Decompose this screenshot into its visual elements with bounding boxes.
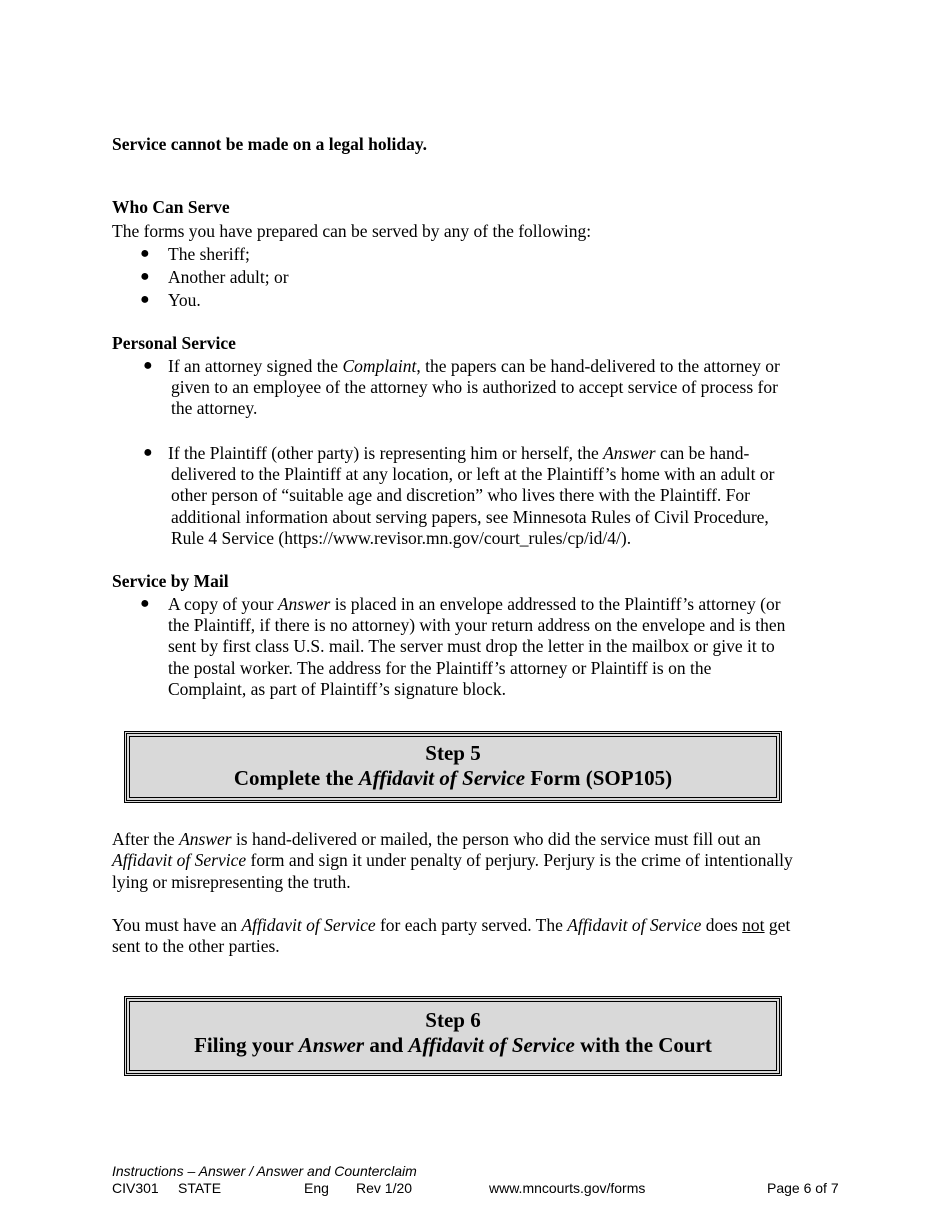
personal-service-bullet-1-line-1: If an attorney signed the Complaint, the papers can be hand-delivered to the attorney or (168, 356, 780, 376)
holiday-notice: Service cannot be made on a legal holiday. (112, 134, 427, 154)
step-6-banner (124, 996, 782, 1076)
bullet-icon: ● (140, 595, 150, 612)
personal-service-bullet-2-line-4: additional information about serving papers, see Minnesota Rules of Civil Procedure, (171, 507, 769, 527)
step-6-title: Filing your Answer and Affidavit of Service with the Court (194, 1033, 712, 1057)
step-5-title: Complete the Affidavit of Service Form (SOP105) (233, 766, 673, 790)
footer-url: www.mncourts.gov/forms (489, 1180, 646, 1196)
who-can-serve-intro: The forms you have prepared can be served by any of the following: (112, 221, 592, 241)
footer-form-code: CIV301 (112, 1180, 159, 1196)
bullet-icon: ● (140, 291, 150, 308)
step-5-para-1-line-2: Affidavit of Service form and sign it under penalty of perjury. Perjury is the crime of intentionally (112, 850, 793, 870)
footer-title: Instructions – Answer / Answer and Counterclaim (112, 1163, 417, 1179)
service-by-mail-line-2: the Plaintiff, if there is no attorney) with your return address on the envelope and is then (168, 615, 786, 635)
personal-service-bullet-1-line-3: the attorney. (171, 398, 258, 418)
service-by-mail-line-1: A copy of your Answer is placed in an envelope addressed to the Plaintiff’s attorney (or (168, 594, 781, 614)
step-6-number: Step 6 (425, 1008, 481, 1032)
personal-service-bullet-2-line-3: other person of “suitable age and discretion” who lives there with the Plaintiff. For (171, 485, 750, 505)
step-5-para-2-line-1: You must have an Affidavit of Service for each party served. The Affidavit of Service does not get (112, 915, 791, 935)
bullet-icon: ● (140, 268, 150, 285)
step-5-para-1-line-3: lying or misrepresenting the truth. (112, 872, 351, 892)
list-item: You. (168, 290, 201, 310)
personal-service-bullet-1-line-2: given to an employee of the attorney who is authorized to accept service of process for (171, 377, 778, 397)
list-item: The sheriff; (168, 244, 250, 264)
footer-language: Eng (304, 1180, 329, 1196)
footer-revision: Rev 1/20 (356, 1180, 413, 1196)
personal-service-bullet-2-line-5: Rule 4 Service (https://www.revisor.mn.gov/court_rules/cp/id/4/). (171, 528, 632, 548)
step-5-para-2-line-2: sent to the other parties. (112, 936, 280, 956)
step-5-number: Step 5 (425, 741, 481, 765)
who-can-serve-heading: Who Can Serve (112, 197, 230, 217)
bullet-icon: ● (143, 444, 153, 461)
footer-state: STATE (178, 1180, 222, 1196)
step-5-para-1-line-1: After the Answer is hand-delivered or mailed, the person who did the service must fill out an (112, 829, 761, 849)
service-by-mail-line-4: the postal worker. The address for the Plaintiff’s attorney or Plaintiff is on the (168, 658, 712, 678)
service-by-mail-line-5: Complaint, as part of Plaintiff’s signature block. (168, 679, 506, 699)
bullet-icon: ● (140, 245, 150, 262)
step-5-banner (124, 731, 782, 803)
personal-service-heading: Personal Service (112, 333, 236, 353)
personal-service-bullet-2-line-2: delivered to the Plaintiff at any location, or left at the Plaintiff’s home with an adult or (171, 464, 775, 484)
bullet-icon: ● (143, 357, 153, 374)
service-by-mail-heading: Service by Mail (112, 571, 229, 591)
service-by-mail-line-3: sent by first class U.S. mail. The server must drop the letter in the mailbox or give it to (168, 636, 775, 656)
list-item: Another adult; or (168, 267, 289, 287)
footer-page-number: Page 6 of 7 (767, 1180, 839, 1196)
personal-service-bullet-2-line-1: If the Plaintiff (other party) is representing him or herself, the Answer can be hand- (168, 443, 750, 463)
